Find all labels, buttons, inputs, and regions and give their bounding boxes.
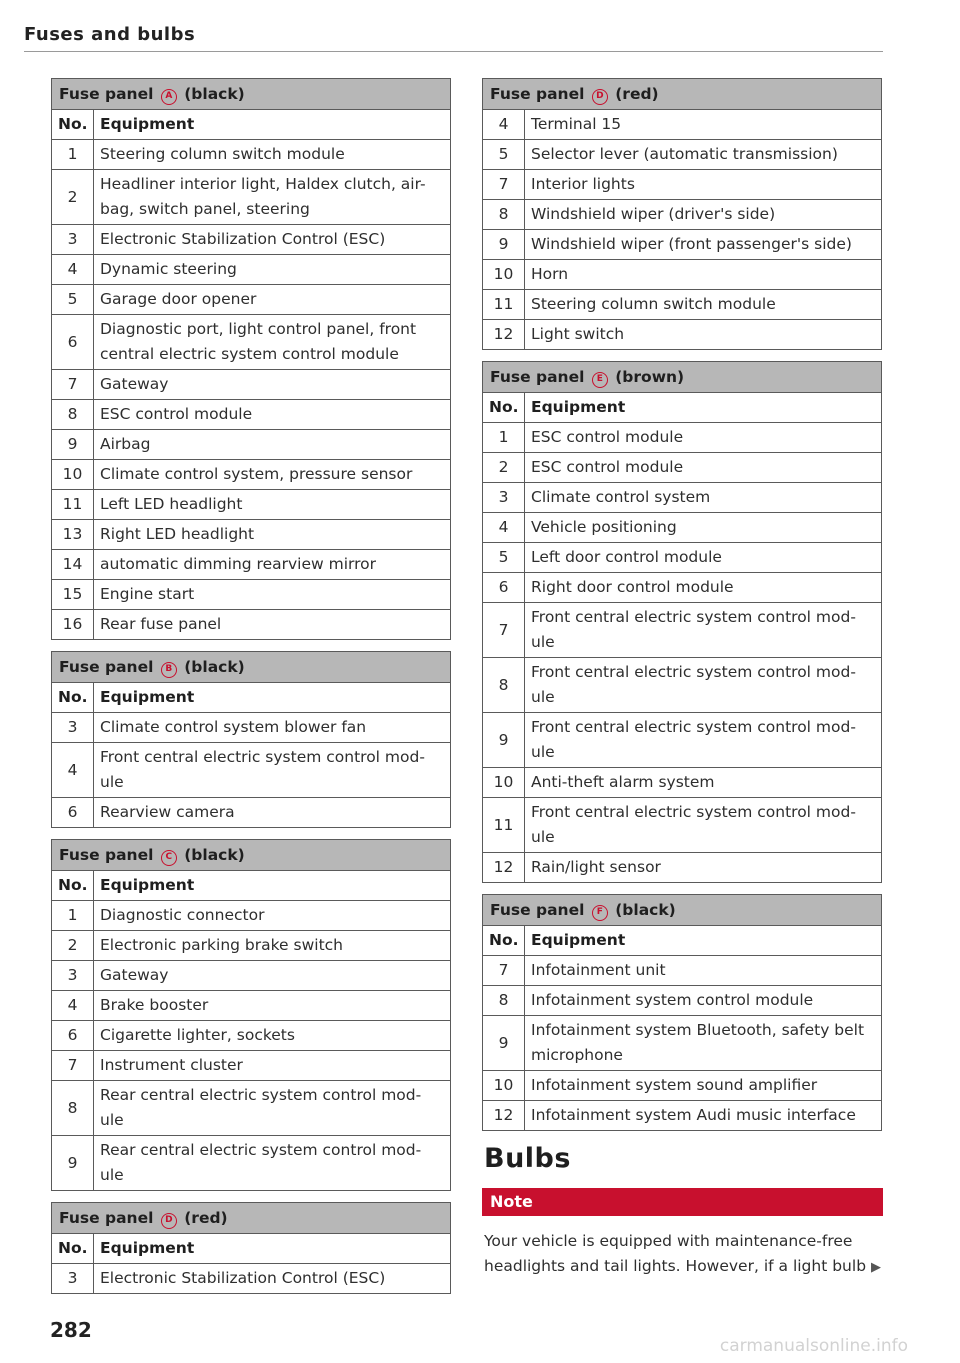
fuse-number: 15 [52, 580, 94, 610]
fuse-equipment: Infotainment system Audi music interface [525, 1101, 882, 1131]
caption-label: Fuse panel [59, 657, 154, 676]
fuse-equipment: Dynamic steering [94, 255, 451, 285]
column-header-no: No. [52, 683, 94, 713]
fuse-equipment: Infotainment system control module [525, 986, 882, 1016]
fuse-table-d-continued [482, 78, 882, 350]
note-body: Your vehicle is equipped with maintenance-free headlights and tail lights. However, if a light bulb [484, 1232, 867, 1275]
fuse-equipment: Airbag [94, 430, 451, 460]
fuse-number: 5 [52, 285, 94, 315]
fuse-equipment: Windshield wiper (front passenger's side) [525, 230, 882, 260]
fuse-equipment: Steering column switch module [94, 140, 451, 170]
fuse-table-caption [52, 652, 451, 683]
fuse-equipment: Gateway [94, 370, 451, 400]
caption-label: Fuse panel [59, 84, 154, 103]
fuse-equipment: Infotainment system sound amplifier [525, 1071, 882, 1101]
fuse-number: 9 [483, 230, 525, 260]
circled-letter-icon: C [161, 850, 177, 866]
fuse-equipment: Electronic parking brake switch [94, 931, 451, 961]
fuse-equipment: Steering column switch module [525, 290, 882, 320]
circled-letter-icon: A [161, 89, 177, 105]
fuse-number: 12 [483, 320, 525, 350]
fuse-equipment: Rearview camera [94, 798, 451, 828]
fuse-number: 7 [52, 1051, 94, 1081]
fuse-number: 2 [483, 453, 525, 483]
fuse-number: 4 [52, 743, 94, 798]
note-banner: Note [482, 1188, 883, 1216]
fuse-number: 7 [483, 603, 525, 658]
left-column [51, 78, 451, 1305]
column-header-equipment: Equipment [94, 1234, 451, 1264]
fuse-number: 2 [52, 931, 94, 961]
fuse-equipment: Climate control system [525, 483, 882, 513]
fuse-equipment: Gateway [94, 961, 451, 991]
fuse-equipment: Front central electric system control mod-ule [525, 658, 882, 713]
fuse-number: 11 [483, 798, 525, 853]
fuse-number: 8 [52, 400, 94, 430]
fuse-equipment: Front central electric system control mod-ule [525, 713, 882, 768]
fuse-equipment: Vehicle positioning [525, 513, 882, 543]
fuse-equipment: Cigarette lighter, sockets [94, 1021, 451, 1051]
fuse-equipment: Rear central electric system control mod-ule [94, 1136, 451, 1191]
fuse-table-caption [483, 895, 882, 926]
fuse-equipment: Infotainment unit [525, 956, 882, 986]
fuse-equipment: Right door control module [525, 573, 882, 603]
fuse-equipment: Diagnostic connector [94, 901, 451, 931]
fuse-equipment: Rear fuse panel [94, 610, 451, 640]
circled-letter-icon: B [161, 662, 177, 678]
fuse-equipment: Rain/light sensor [525, 853, 882, 883]
fuse-table-c [51, 839, 451, 1191]
fuse-number: 1 [52, 140, 94, 170]
fuse-equipment: Infotainment system Bluetooth, safety belt microphone [525, 1016, 882, 1071]
fuse-equipment: automatic dimming rearview mirror [94, 550, 451, 580]
fuse-table-b [51, 651, 451, 828]
fuse-number: 8 [483, 986, 525, 1016]
column-header-no: No. [483, 393, 525, 423]
fuse-equipment: Left LED headlight [94, 490, 451, 520]
fuse-equipment: Light switch [525, 320, 882, 350]
fuse-number: 6 [52, 1021, 94, 1051]
fuse-table-e [482, 361, 882, 883]
column-header-equipment: Equipment [525, 926, 882, 956]
fuse-number: 3 [52, 713, 94, 743]
fuse-table-caption [483, 79, 882, 110]
note-text [482, 1229, 882, 1280]
fuse-number: 1 [483, 423, 525, 453]
fuse-equipment: Headliner interior light, Haldex clutch, air-bag, switch panel, steering [94, 170, 451, 225]
fuse-number: 4 [52, 991, 94, 1021]
fuse-number: 11 [483, 290, 525, 320]
caption-color: (black) [184, 845, 245, 864]
caption-color: (brown) [615, 367, 685, 386]
section-title: Fuses and bulbs [24, 24, 196, 45]
column-header-no: No. [52, 871, 94, 901]
fuse-number: 8 [483, 658, 525, 713]
fuse-equipment: Rear central electric system control mod-ule [94, 1081, 451, 1136]
fuse-equipment: Engine start [94, 580, 451, 610]
circled-letter-icon: D [592, 89, 608, 105]
fuse-equipment: Front central electric system control mod-ule [94, 743, 451, 798]
caption-color: (red) [615, 84, 659, 103]
fuse-number: 10 [483, 1071, 525, 1101]
fuse-equipment: Climate control system blower fan [94, 713, 451, 743]
fuse-equipment: Brake booster [94, 991, 451, 1021]
fuse-table-d [51, 1202, 451, 1294]
fuse-number: 3 [483, 483, 525, 513]
fuse-table-caption [483, 362, 882, 393]
fuse-number: 14 [52, 550, 94, 580]
fuse-equipment: Climate control system, pressure sensor [94, 460, 451, 490]
fuse-table-f [482, 894, 882, 1131]
caption-color: (red) [184, 1208, 228, 1227]
fuse-equipment: Windshield wiper (driver's side) [525, 200, 882, 230]
fuse-number: 4 [52, 255, 94, 285]
fuse-equipment: Interior lights [525, 170, 882, 200]
caption-label: Fuse panel [59, 845, 154, 864]
fuse-equipment: Selector lever (automatic transmission) [525, 140, 882, 170]
fuse-equipment: Anti-theft alarm system [525, 768, 882, 798]
fuse-equipment: Front central electric system control mod-ule [525, 603, 882, 658]
bulbs-heading: Bulbs [484, 1143, 571, 1174]
fuse-table-caption [52, 840, 451, 871]
fuse-number: 3 [52, 225, 94, 255]
fuse-number: 8 [52, 1081, 94, 1136]
circled-letter-icon: E [592, 372, 608, 388]
fuse-number: 5 [483, 543, 525, 573]
circled-letter-icon: F [592, 905, 608, 921]
column-header-no: No. [52, 1234, 94, 1264]
fuse-number: 2 [52, 170, 94, 225]
continue-arrow-icon: ▶ [870, 1260, 881, 1275]
fuse-equipment: Instrument cluster [94, 1051, 451, 1081]
fuse-equipment: Electronic Stabilization Control (ESC) [94, 225, 451, 255]
caption-color: (black) [184, 84, 245, 103]
fuse-equipment: Diagnostic port, light control panel, front central electric system control module [94, 315, 451, 370]
fuse-number: 5 [483, 140, 525, 170]
caption-label: Fuse panel [490, 367, 585, 386]
fuse-equipment: Front central electric system control mod-ule [525, 798, 882, 853]
fuse-number: 6 [52, 798, 94, 828]
fuse-equipment: Horn [525, 260, 882, 290]
watermark: carmanualsonline.info [719, 1336, 908, 1356]
caption-label: Fuse panel [59, 1208, 154, 1227]
header-divider [24, 51, 883, 52]
caption-label: Fuse panel [490, 900, 585, 919]
fuse-number: 11 [52, 490, 94, 520]
fuse-number: 3 [52, 961, 94, 991]
fuse-number: 1 [52, 901, 94, 931]
fuse-number: 10 [52, 460, 94, 490]
caption-color: (black) [184, 657, 245, 676]
fuse-number: 10 [483, 260, 525, 290]
fuse-number: 12 [483, 853, 525, 883]
caption-label: Fuse panel [490, 84, 585, 103]
fuse-number: 9 [483, 713, 525, 768]
fuse-equipment: Left door control module [525, 543, 882, 573]
column-header-equipment: Equipment [94, 871, 451, 901]
fuse-equipment: Garage door opener [94, 285, 451, 315]
right-column [482, 78, 882, 1280]
fuse-number: 9 [52, 430, 94, 460]
column-header-no: No. [52, 110, 94, 140]
column-header-equipment: Equipment [525, 393, 882, 423]
fuse-number: 9 [52, 1136, 94, 1191]
fuse-equipment: ESC control module [94, 400, 451, 430]
fuse-equipment: Terminal 15 [525, 110, 882, 140]
fuse-number: 7 [52, 370, 94, 400]
fuse-number: 8 [483, 200, 525, 230]
fuse-number: 16 [52, 610, 94, 640]
fuse-number: 4 [483, 513, 525, 543]
circled-letter-icon: D [161, 1213, 177, 1229]
column-header-equipment: Equipment [94, 110, 451, 140]
fuse-number: 9 [483, 1016, 525, 1071]
fuse-number: 3 [52, 1264, 94, 1294]
caption-color: (black) [615, 900, 676, 919]
fuse-number: 4 [483, 110, 525, 140]
fuse-number: 6 [483, 573, 525, 603]
fuse-equipment: ESC control module [525, 423, 882, 453]
fuse-number: 7 [483, 170, 525, 200]
fuse-table-a [51, 78, 451, 640]
fuse-equipment: Right LED headlight [94, 520, 451, 550]
fuse-number: 12 [483, 1101, 525, 1131]
fuse-table-caption [52, 79, 451, 110]
fuse-equipment: ESC control module [525, 453, 882, 483]
fuse-number: 6 [52, 315, 94, 370]
column-header-equipment: Equipment [94, 683, 451, 713]
fuse-number: 7 [483, 956, 525, 986]
column-header-no: No. [483, 926, 525, 956]
fuse-number: 10 [483, 768, 525, 798]
fuse-table-caption [52, 1203, 451, 1234]
fuse-number: 13 [52, 520, 94, 550]
page-number: 282 [50, 1318, 92, 1342]
fuse-equipment: Electronic Stabilization Control (ESC) [94, 1264, 451, 1294]
